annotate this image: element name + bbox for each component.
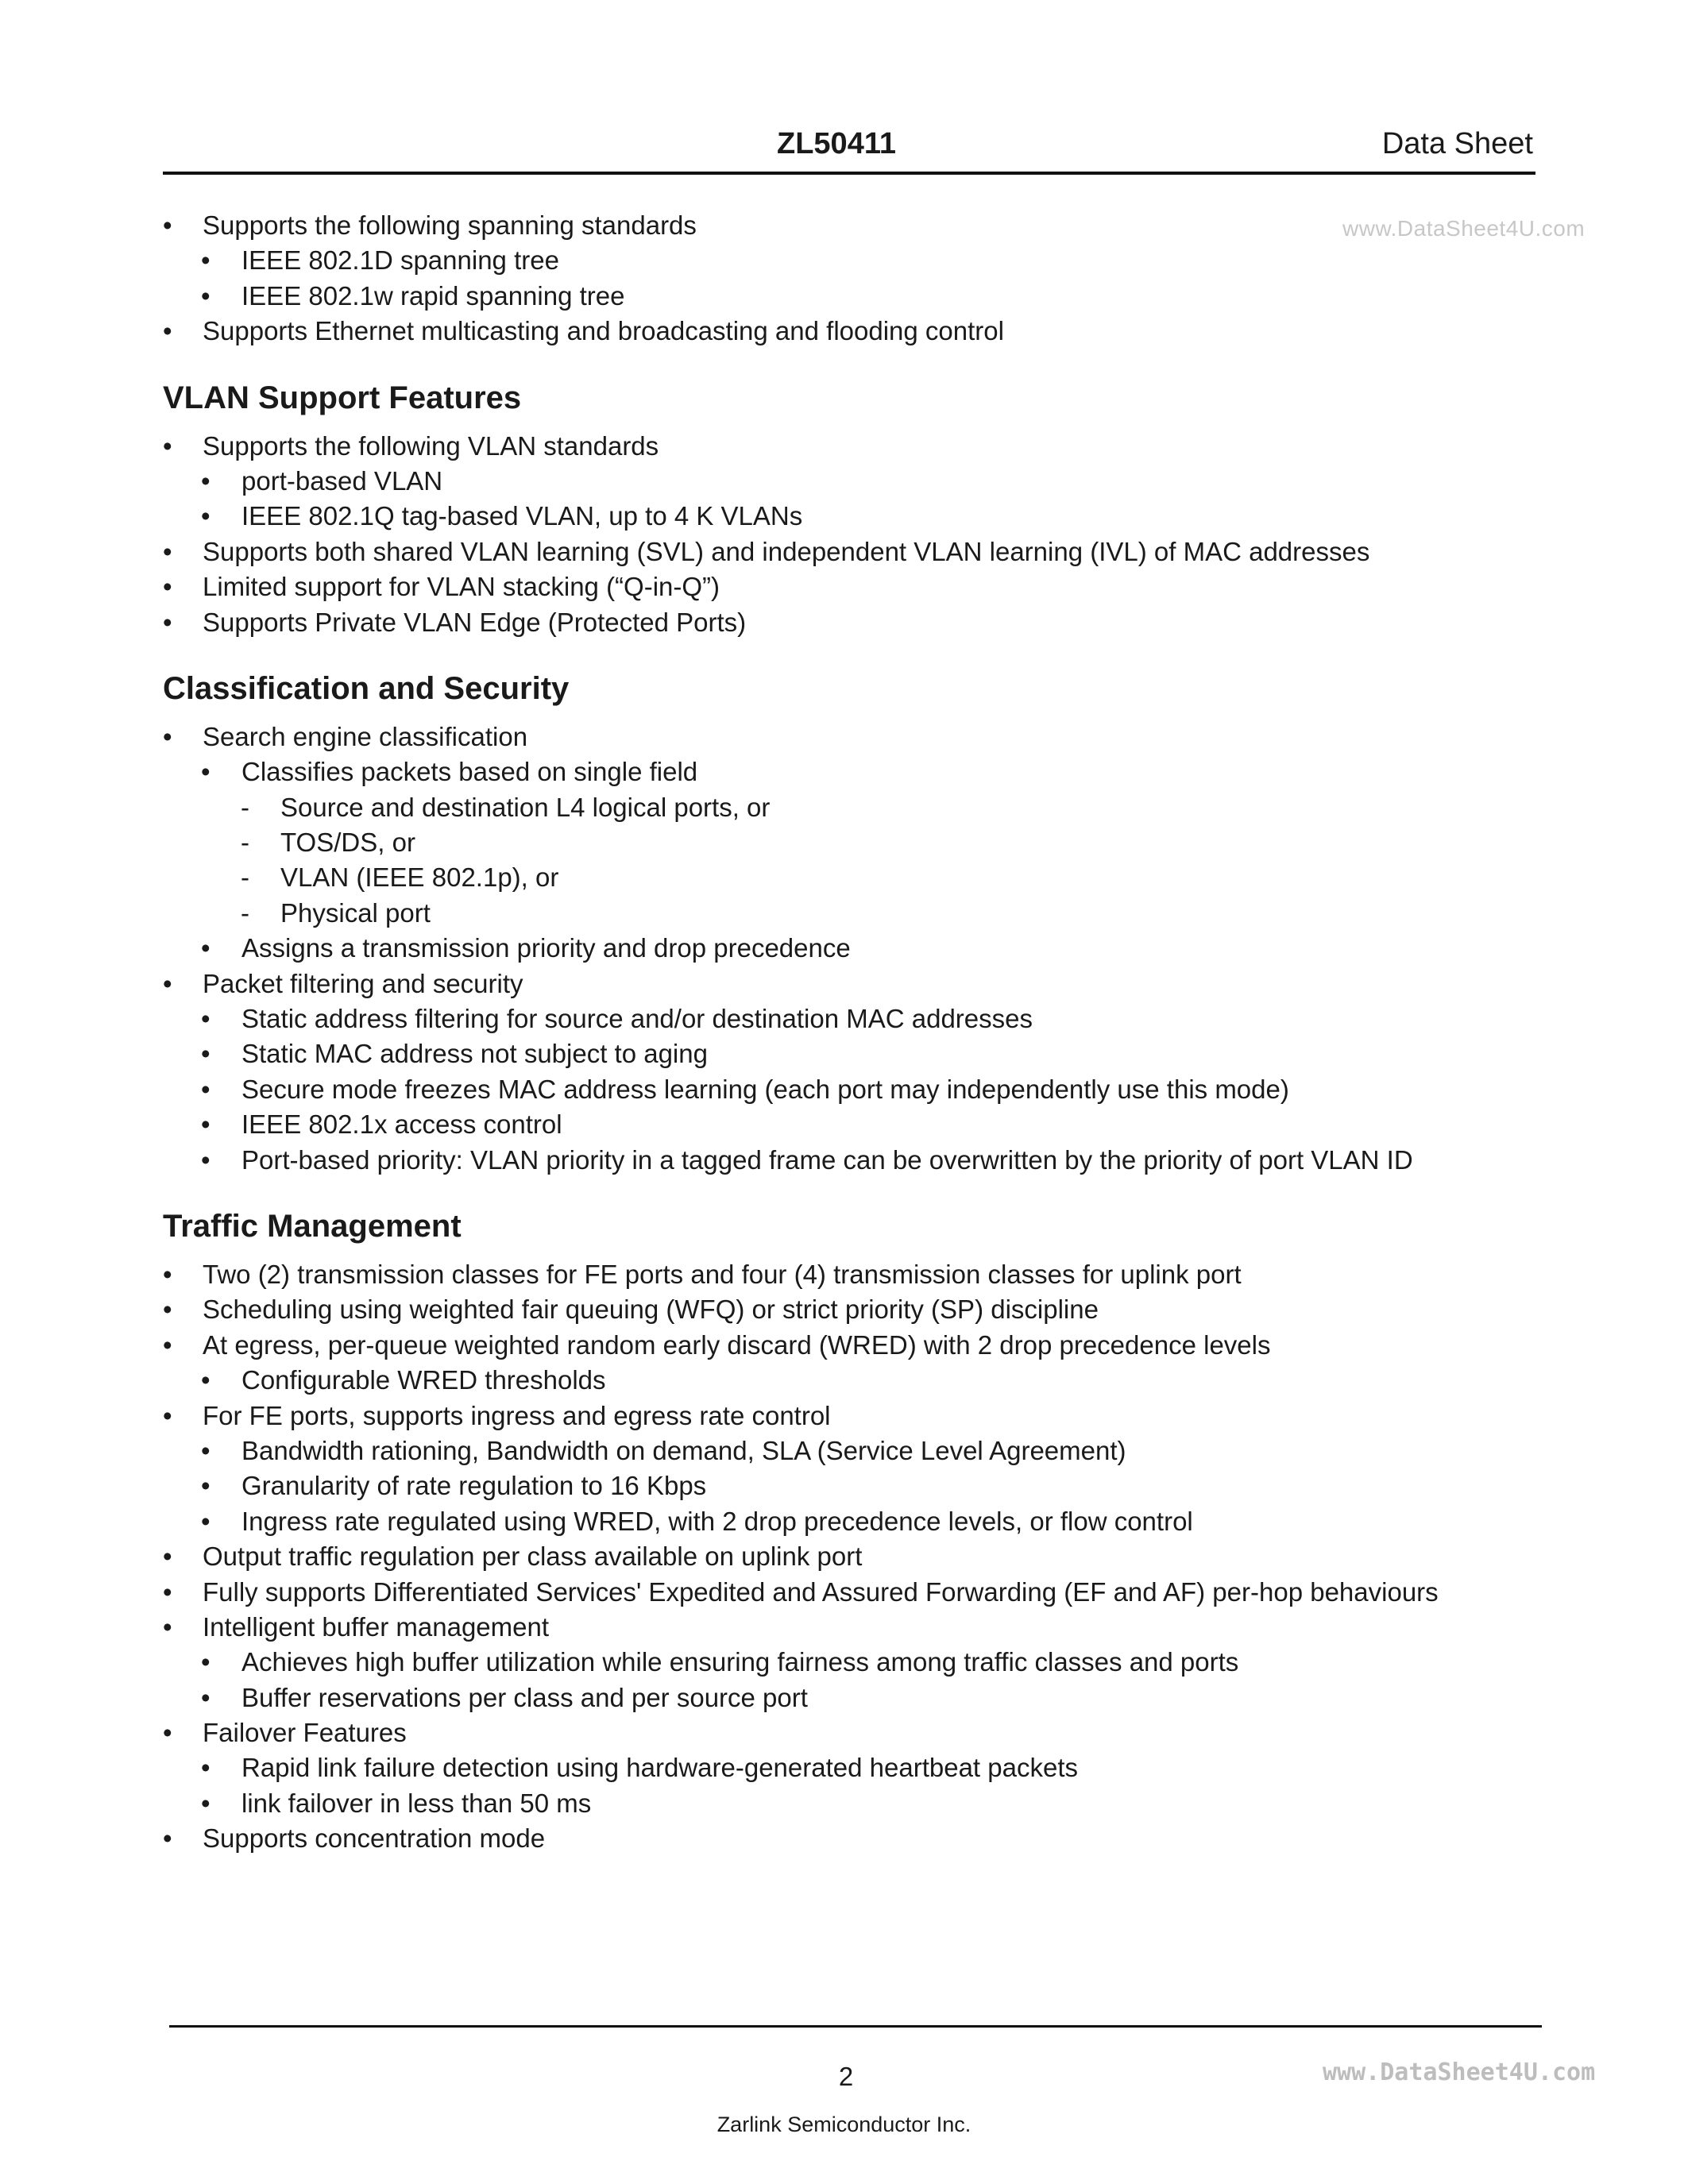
bullet-marker: • [163,968,172,998]
list-item [163,1328,1545,1363]
bullet-marker: • [201,1435,211,1465]
bullet-marker: • [163,1576,172,1607]
page-number: 2 [838,2062,854,2091]
bullet-marker: • [201,465,211,496]
document-type: Data Sheet [1381,127,1533,160]
section-heading: VLAN Support Features [163,380,522,415]
bullet-marker: • [163,1611,172,1642]
bullet-marker: • [163,1259,172,1289]
list-item-text: Supports the following spanning standards [203,210,697,240]
list-item-text: Output traffic regulation per class available on uplink port [203,1542,863,1572]
list-item-text: IEEE 802.1D spanning tree [241,245,559,276]
list-item-text: port-based VLAN [241,465,443,496]
list-item [163,1468,1545,1503]
list-item [163,825,1545,860]
list-item-text: Rapid link failure detection using hardware-generated heartbeat packets [241,1753,1078,1783]
bullet-marker: • [201,245,211,276]
list-item [163,208,1545,243]
list-item-text: Achieves high buffer utilization while ensuring fairness among traffic classes and ports [241,1647,1239,1677]
bullet-marker: • [201,757,211,787]
list-item [163,1257,1545,1292]
bullet-marker: • [201,933,211,963]
bullet-marker: • [201,280,211,311]
list-item-text: VLAN (IEEE 802.1p), or [280,862,559,893]
list-item-text: Buffer reservations per class and per source port [241,1682,808,1712]
list-item [163,1821,1545,1856]
section-heading: Classification and Security [163,670,570,706]
list-item-text: Ingress rate regulated using WRED, with 2 drop precedence levels, or flow control [241,1506,1193,1536]
list-item-text: Two (2) transmission classes for FE ports and four (4) transmission classes for uplink port [203,1259,1242,1289]
document-body [163,208,1545,1857]
list-item-text: Secure mode freezes MAC address learning (each port may independently use this mode) [241,1074,1289,1104]
section [163,1206,1545,1857]
section [163,208,1545,349]
bullet-marker: • [201,1471,211,1501]
list-item-text: IEEE 802.1w rapid spanning tree [241,280,625,311]
bullet-marker: • [163,607,172,637]
list-item-text: Limited support for VLAN stacking (“Q-in-Q”) [203,572,720,602]
list-item [163,1433,1545,1468]
bullet-marker: • [163,316,172,346]
list-item [163,1786,1545,1821]
list-item-text: Port-based priority: VLAN priority in a tagged frame can be overwritten by the priority of port VLAN ID [241,1144,1413,1175]
list-item-text: Static MAC address not subject to aging [241,1039,708,1069]
list-item-text: Supports Private VLAN Edge (Protected Ports) [203,607,747,637]
list-item [163,790,1545,825]
list-item [163,1610,1545,1645]
list-item-text: At egress, per-queue weighted random early discard (WRED) with 2 drop precedence levels [203,1329,1271,1360]
list-item-text: Intelligent buffer management [203,1611,550,1642]
watermark-top: www.DataSheet4U.com [1342,216,1586,241]
bullet-list [163,720,1545,1178]
dash-marker: - [241,792,249,822]
bullet-marker: • [201,1506,211,1536]
bullet-marker: • [163,1542,172,1572]
bullet-marker: • [163,721,172,751]
header-rule [163,172,1535,175]
list-item-text: Supports both shared VLAN learning (SVL) and independent VLAN learning (IVL) of MAC addresses [203,536,1370,566]
list-item-text: Assigns a transmission priority and drop precedence [241,933,851,963]
list-item [163,569,1545,604]
bullet-marker: • [201,1753,211,1783]
list-item [163,1036,1545,1071]
bullet-marker: • [163,430,172,461]
list-item [163,1645,1545,1680]
list-item-text: Configurable WRED thresholds [241,1365,606,1395]
bullet-marker: • [163,536,172,566]
list-item [163,1072,1545,1107]
list-item [163,314,1545,349]
list-item-text: Static address filtering for source and/or destination MAC addresses [241,1004,1033,1034]
list-item [163,1715,1545,1750]
list-item [163,1504,1545,1539]
list-item [163,429,1545,464]
list-item-text: Fully supports Differentiated Services' Expedited and Assured Forwarding (EF and AF) per-hop behaviours [203,1576,1439,1607]
list-item-text: TOS/DS, or [280,828,415,858]
bullet-marker: • [163,1400,172,1430]
bullet-marker: • [201,1074,211,1104]
watermark-bottom: www.DataSheet4U.com [1323,2059,1596,2086]
list-item-text: Supports the following VLAN standards [203,430,659,461]
bullet-marker: • [163,1823,172,1854]
section-heading: Traffic Management [163,1208,462,1244]
list-item-text: Supports concentration mode [203,1823,546,1854]
bullet-marker: • [201,1365,211,1395]
bullet-marker: • [201,1039,211,1069]
list-item-text: Scheduling using weighted fair queuing (WFQ) or strict priority (SP) discipline [203,1295,1099,1325]
list-item-text: Failover Features [203,1718,407,1748]
list-item [163,1399,1545,1433]
document-title: ZL50411 [777,127,896,160]
list-item-text: Source and destination L4 logical ports, or [280,792,771,822]
list-item-text: Supports Ethernet multicasting and broadcasting and flooding control [203,316,1004,346]
list-item [163,931,1545,966]
bullet-marker: • [163,572,172,602]
bullet-list [163,1257,1545,1857]
list-item-text: IEEE 802.1Q tag-based VLAN, up to 4 K VLANs [241,501,803,531]
bullet-list [163,208,1545,349]
list-item-text: link failover in less than 50 ms [241,1788,592,1818]
list-item [163,534,1545,569]
list-item [163,279,1545,314]
list-item [163,243,1545,278]
bullet-marker: • [201,1004,211,1034]
list-item [163,1143,1545,1178]
list-item [163,720,1545,754]
list-item-text: Physical port [280,897,431,928]
list-item [163,1107,1545,1142]
bullet-marker: • [201,1144,211,1175]
bullet-marker: • [201,501,211,531]
list-item [163,754,1545,789]
dash-marker: - [241,897,249,928]
list-item [163,1680,1545,1715]
list-item-text: Search engine classification [203,721,528,751]
bullet-marker: • [163,1329,172,1360]
list-item [163,1750,1545,1785]
bullet-marker: • [163,1718,172,1748]
bullet-marker: • [201,1109,211,1140]
list-item-text: Bandwidth rationing, Bandwidth on demand, SLA (Service Level Agreement) [241,1435,1126,1465]
list-item-text: Packet filtering and security [203,968,523,998]
bullet-marker: • [163,210,172,240]
list-item [163,1539,1545,1574]
bullet-marker: • [163,1295,172,1325]
list-item-text: IEEE 802.1x access control [241,1109,562,1140]
list-item [163,1363,1545,1398]
list-item [163,860,1545,895]
list-item [163,1292,1545,1327]
list-item-text: Granularity of rate regulation to 16 Kbps [241,1471,707,1501]
list-item [163,1575,1545,1610]
list-item [163,605,1545,640]
bullet-marker: • [201,1647,211,1677]
list-item [163,896,1545,931]
list-item [163,1001,1545,1036]
list-item-text: Classifies packets based on single field [241,757,698,787]
bullet-marker: • [201,1788,211,1818]
dash-marker: - [241,828,249,858]
section [163,669,1545,1178]
list-item [163,499,1545,534]
footer-company: Zarlink Semiconductor Inc. [717,2113,971,2136]
footer-rule [169,2025,1542,2028]
bullet-list [163,429,1545,640]
list-item-text: For FE ports, supports ingress and egress rate control [203,1400,831,1430]
list-item [163,967,1545,1001]
dash-marker: - [241,862,249,893]
list-item [163,464,1545,499]
bullet-marker: • [201,1682,211,1712]
section [163,378,1545,640]
